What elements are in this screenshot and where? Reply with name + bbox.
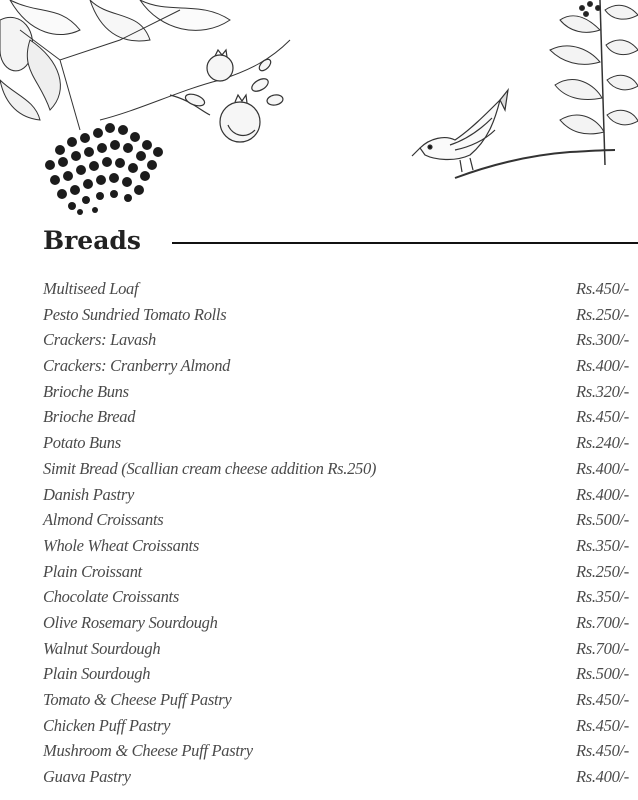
menu-item	[43, 485, 629, 511]
menu-item	[43, 279, 629, 305]
item-name: Chicken Puff Pastry	[43, 715, 171, 735]
menu-list	[43, 279, 629, 793]
item-name: Almond Croissants	[43, 510, 164, 530]
item-name: Potato Buns	[43, 433, 121, 453]
item-name: Danish Pastry	[43, 484, 134, 504]
menu-item	[43, 767, 629, 793]
pomegranate-icon	[170, 50, 284, 142]
elderberry-cluster-icon	[45, 123, 163, 215]
item-name: Guava Pastry	[43, 767, 131, 787]
menu-item	[43, 407, 629, 433]
menu-item	[43, 330, 629, 356]
menu-item	[43, 305, 629, 331]
item-price: Rs.350/-	[575, 587, 629, 607]
menu-item	[43, 613, 629, 639]
menu-item	[43, 716, 629, 742]
item-price: Rs.450/-	[575, 715, 629, 735]
item-price: Rs.400/-	[575, 356, 629, 376]
item-price: Rs.450/-	[575, 407, 629, 427]
menu-item	[43, 690, 629, 716]
item-name: Pesto Sundried Tomato Rolls	[43, 304, 227, 324]
menu-item	[43, 639, 629, 665]
menu-item	[43, 536, 629, 562]
item-price: Rs.450/-	[575, 690, 629, 709]
item-price: Rs.450/-	[575, 741, 629, 761]
item-price: Rs.500/-	[575, 510, 629, 530]
item-name: Plain Sourdough	[43, 664, 151, 684]
item-name: Whole Wheat Croissants	[43, 535, 199, 555]
item-price: Rs.400/-	[575, 767, 629, 787]
section-header	[43, 226, 638, 260]
item-price: Rs.700/-	[575, 612, 629, 632]
item-price: Rs.350/-	[575, 535, 629, 555]
item-name: Multiseed Loaf	[43, 279, 139, 298]
item-price: Rs.700/-	[575, 638, 629, 658]
menu-item	[43, 587, 629, 613]
menu-item	[43, 459, 629, 485]
menu-item	[43, 741, 629, 767]
item-name: Walnut Sourdough	[43, 638, 161, 658]
menu-item	[43, 664, 629, 690]
item-name: Chocolate Croissants	[43, 587, 179, 607]
item-price: Rs.250/-	[575, 304, 629, 324]
section-title: Breads	[43, 226, 141, 255]
menu-item	[43, 382, 629, 408]
item-price: Rs.450/-	[575, 279, 629, 298]
item-name: Brioche Buns	[43, 381, 129, 401]
item-name: Crackers: Cranberry Almond	[43, 356, 231, 376]
item-name: Olive Rosemary Sourdough	[43, 612, 218, 632]
menu-item	[43, 562, 629, 588]
herb-sprig-icon	[550, 0, 638, 165]
menu-item	[43, 356, 629, 382]
item-price: Rs.320/-	[575, 381, 629, 401]
item-price: Rs.300/-	[575, 330, 629, 350]
item-price: Rs.500/-	[575, 664, 629, 684]
item-price: Rs.400/-	[575, 458, 629, 478]
item-name: Crackers: Lavash	[43, 330, 156, 350]
item-price: Rs.250/-	[575, 561, 629, 581]
item-price: Rs.400/-	[575, 484, 629, 504]
item-name: Tomato & Cheese Puff Pastry	[43, 690, 232, 709]
botanical-illustration	[0, 0, 638, 215]
menu-item	[43, 433, 629, 459]
section-divider	[172, 242, 638, 244]
menu-item	[43, 510, 629, 536]
item-name: Plain Croissant	[43, 561, 142, 581]
item-name: Mushroom & Cheese Puff Pastry	[43, 741, 253, 761]
item-name: Simit Bread (Scallian cream cheese addition Rs.250)	[43, 458, 377, 478]
item-price: Rs.240/-	[575, 433, 629, 453]
item-name: Brioche Bread	[43, 407, 136, 427]
